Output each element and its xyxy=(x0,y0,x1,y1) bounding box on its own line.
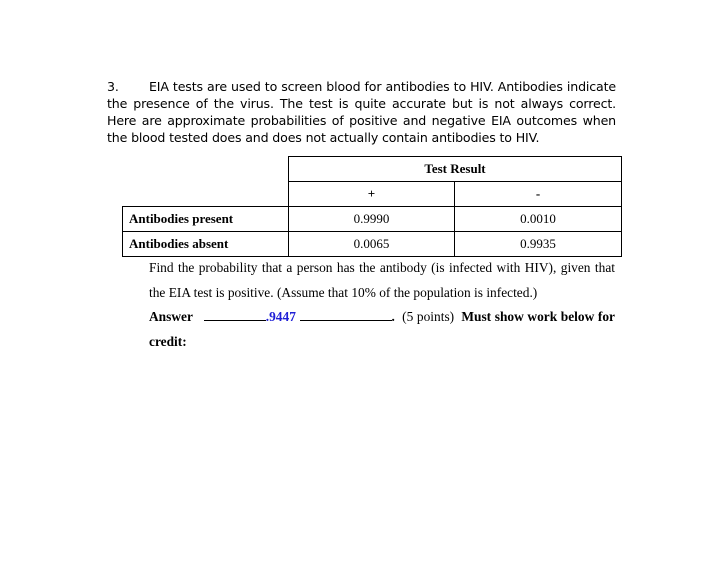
table-row xyxy=(123,232,622,257)
table-cell: 0.0010 xyxy=(455,207,622,232)
work-instruction: Must show work below for credit: xyxy=(149,309,615,349)
answer-blank-left xyxy=(204,308,266,321)
positive-column-header: + xyxy=(289,182,455,207)
table-corner xyxy=(123,157,289,182)
row-label: Antibodies present xyxy=(123,207,289,232)
table-cell: 0.9990 xyxy=(289,207,455,232)
question-block: Find the probability that a person has the antibody (is infected with HIV), given that the EIA test is positive. (Assume that 10% of the population is infected.) Answer .9447 . (5 points) Must show work below for credit: xyxy=(149,260,615,349)
table-subheader-row xyxy=(123,182,622,207)
test-result-header: Test Result xyxy=(289,157,622,182)
probability-table xyxy=(122,156,622,257)
points-label: (5 points) xyxy=(402,309,455,324)
table-header-row xyxy=(123,157,622,182)
row-label: Antibodies absent xyxy=(123,232,289,257)
problem-number: 3. xyxy=(107,79,119,94)
question-text: Find the probability that a person has the antibody (is infected with HIV), given that the EIA test is positive. (Assume that 10% of the population is infected.) xyxy=(149,260,615,300)
table-row xyxy=(123,207,622,232)
answer-label: Answer xyxy=(149,309,193,324)
problem-text: EIA tests are used to screen blood for antibodies to HIV. Antibodies indicate the presence of the virus. The test is quite accurate but is not always correct. Here are approximate probabilities of positive and negative EIA outcomes when the blood tested does and does not actually contain antibodies to HIV. xyxy=(107,79,616,145)
answer-blank-right xyxy=(300,308,392,321)
table-cell: 0.0065 xyxy=(289,232,455,257)
answer-value: .9447 xyxy=(265,309,296,324)
table-cell: 0.9935 xyxy=(455,232,622,257)
negative-column-header: - xyxy=(455,182,622,207)
table-corner xyxy=(123,182,289,207)
problem-statement xyxy=(107,78,616,146)
